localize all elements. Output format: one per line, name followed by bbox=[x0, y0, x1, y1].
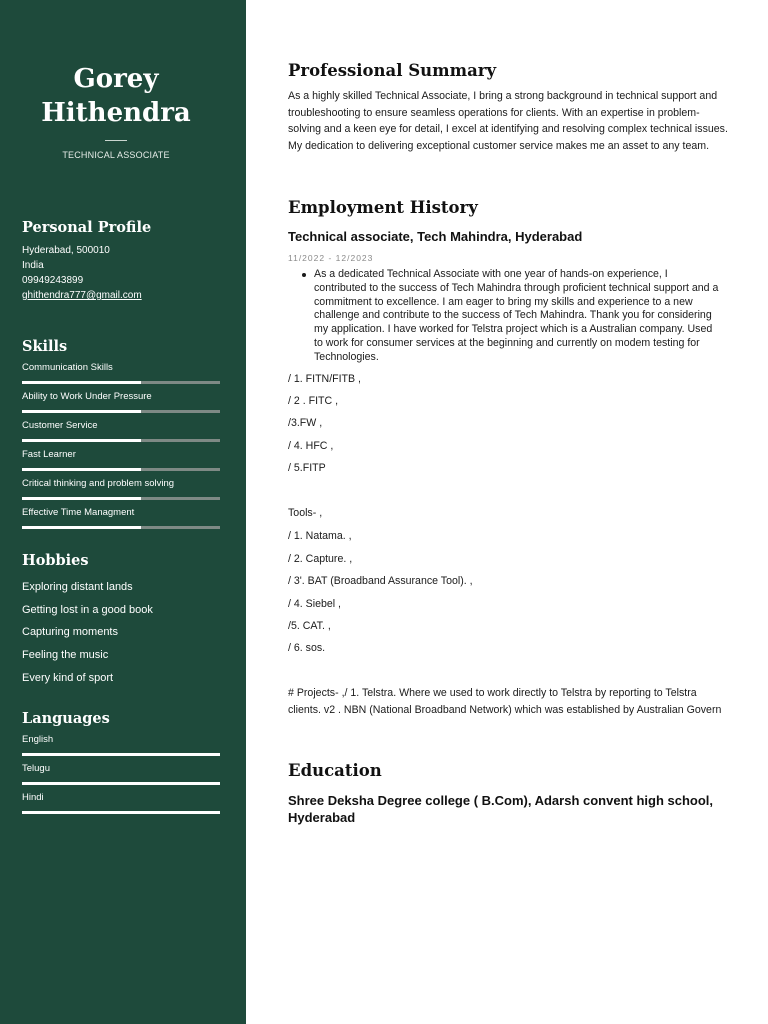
job-heading: Technical associate, Tech Mahindra, Hyderabad bbox=[288, 229, 583, 244]
job-title: TECHNICAL ASSOCIATE bbox=[62, 150, 170, 160]
tools-line: /5. CAT. , bbox=[288, 620, 331, 632]
language-bar bbox=[22, 753, 220, 756]
skills-heading: Skills bbox=[22, 338, 68, 355]
name-first: Gorey bbox=[73, 64, 159, 94]
skill-bar bbox=[22, 526, 220, 529]
languages-heading: Languages bbox=[22, 710, 110, 727]
hobbies-heading: Hobbies bbox=[22, 552, 89, 569]
skill-item bbox=[22, 420, 220, 442]
job-bullet-text: As a dedicated Technical Associate with one year of hands-on experience, I contributed to the success of Tech Mahindra through proficient technical support and a commitment to excellence. I am eager to bring my skills and experience to a new challenge and contribute to the success of Tech Mahindra. Thank you for considering my application. I have worked for Telstra project which is a Australian company. Used to work for consumer services at the beginning and currently on modem testing for Technologies. bbox=[314, 268, 719, 363]
skill-bar-fill bbox=[22, 410, 141, 413]
skill-bar bbox=[22, 381, 220, 384]
skill-bar-fill bbox=[22, 497, 141, 500]
language-item bbox=[22, 763, 220, 785]
language-bar bbox=[22, 811, 220, 814]
tools-line: / 3'. BAT (Broadband Assurance Tool). , bbox=[288, 575, 473, 587]
skill-label: Customer Service bbox=[22, 420, 98, 431]
profile-country: India bbox=[22, 260, 44, 271]
profile-city: Hyderabad, 500010 bbox=[22, 245, 110, 256]
projects-text: # Projects- ,/ 1. Telstra. Where we used to work directly to Telstra by reporting to Telstra clients. v2 . NBN (National Broadband Network) which was established by Australian Govern bbox=[288, 687, 722, 716]
language-bar bbox=[22, 782, 220, 785]
language-label: English bbox=[22, 734, 54, 745]
tech-line: /3.FW , bbox=[288, 417, 323, 429]
sidebar bbox=[0, 0, 246, 1024]
hobby-item: Getting lost in a good book bbox=[22, 603, 153, 616]
tech-line: / 1. FITN/FITB , bbox=[288, 373, 361, 385]
name-divider bbox=[105, 140, 127, 141]
skills-section bbox=[22, 338, 220, 536]
job-bullet bbox=[302, 268, 720, 365]
skill-bar-fill bbox=[22, 468, 141, 471]
tools-line: Tools- , bbox=[288, 507, 323, 519]
skill-bar bbox=[22, 468, 220, 471]
tools-line: / 6. sos. bbox=[288, 642, 326, 654]
job-dates: 11/2022 - 12/2023 bbox=[288, 253, 374, 263]
language-item bbox=[22, 792, 220, 814]
languages-section bbox=[22, 710, 220, 821]
name-block bbox=[0, 62, 232, 160]
language-item bbox=[22, 734, 220, 756]
skill-label: Effective Time Managment bbox=[22, 507, 135, 518]
skill-label: Critical thinking and problem solving bbox=[22, 478, 175, 489]
name-last: Hithendra bbox=[41, 98, 191, 128]
personal-profile-section bbox=[22, 219, 220, 303]
skill-label: Fast Learner bbox=[22, 449, 76, 460]
tools-line: / 4. Siebel , bbox=[288, 598, 341, 610]
skill-bar bbox=[22, 410, 220, 413]
skill-bar bbox=[22, 439, 220, 442]
education-heading: Education bbox=[288, 761, 382, 780]
personal-profile-heading: Personal Profile bbox=[22, 219, 152, 236]
tools-line: / 2. Capture. , bbox=[288, 553, 353, 565]
hobby-item: Capturing moments bbox=[22, 626, 118, 639]
skill-bar-fill bbox=[22, 381, 141, 384]
summary-text: As a highly skilled Technical Associate, I bring a strong background in technical support and troubleshooting to ensure seamless operations for clients. With an expertise in problem-solving and a keen eye for detail, I excel at identifying and resolving complex technical issues. My dedication to delivering exceptional customer service makes me an asset to any team. bbox=[288, 90, 728, 152]
profile-phone: 09949243899 bbox=[22, 275, 84, 286]
skill-item bbox=[22, 507, 220, 529]
language-label: Hindi bbox=[22, 792, 44, 803]
language-bar-fill bbox=[22, 782, 220, 785]
employment-heading: Employment History bbox=[288, 198, 478, 217]
skill-item bbox=[22, 362, 220, 384]
tech-line: / 5.FITP bbox=[288, 462, 326, 474]
tech-line: / 2 . FITC , bbox=[288, 395, 339, 407]
tools-line: / 1. Natama. , bbox=[288, 530, 352, 542]
skill-bar bbox=[22, 497, 220, 500]
language-bar-fill bbox=[22, 753, 220, 756]
skill-bar-fill bbox=[22, 439, 141, 442]
skill-item bbox=[22, 478, 220, 500]
hobby-item: Every kind of sport bbox=[22, 671, 114, 684]
language-label: Telugu bbox=[22, 763, 50, 774]
profile-email-link[interactable]: ghithendra777@gmail.com bbox=[22, 290, 142, 301]
tech-line: / 4. HFC , bbox=[288, 440, 334, 452]
summary-heading: Professional Summary bbox=[288, 61, 497, 80]
skill-item bbox=[22, 449, 220, 471]
hobbies-section bbox=[22, 552, 220, 690]
skill-item bbox=[22, 391, 220, 413]
skill-bar-fill bbox=[22, 526, 141, 529]
skill-label: Ability to Work Under Pressure bbox=[22, 391, 152, 402]
skill-label: Communication Skills bbox=[22, 362, 113, 373]
language-bar-fill bbox=[22, 811, 220, 814]
hobby-item: Feeling the music bbox=[22, 649, 109, 662]
bullet-icon bbox=[302, 273, 306, 277]
education-entry: Shree Deksha Degree college ( B.Com), Adarsh convent high school, Hyderabad bbox=[288, 793, 714, 825]
hobby-item: Exploring distant lands bbox=[22, 581, 133, 593]
